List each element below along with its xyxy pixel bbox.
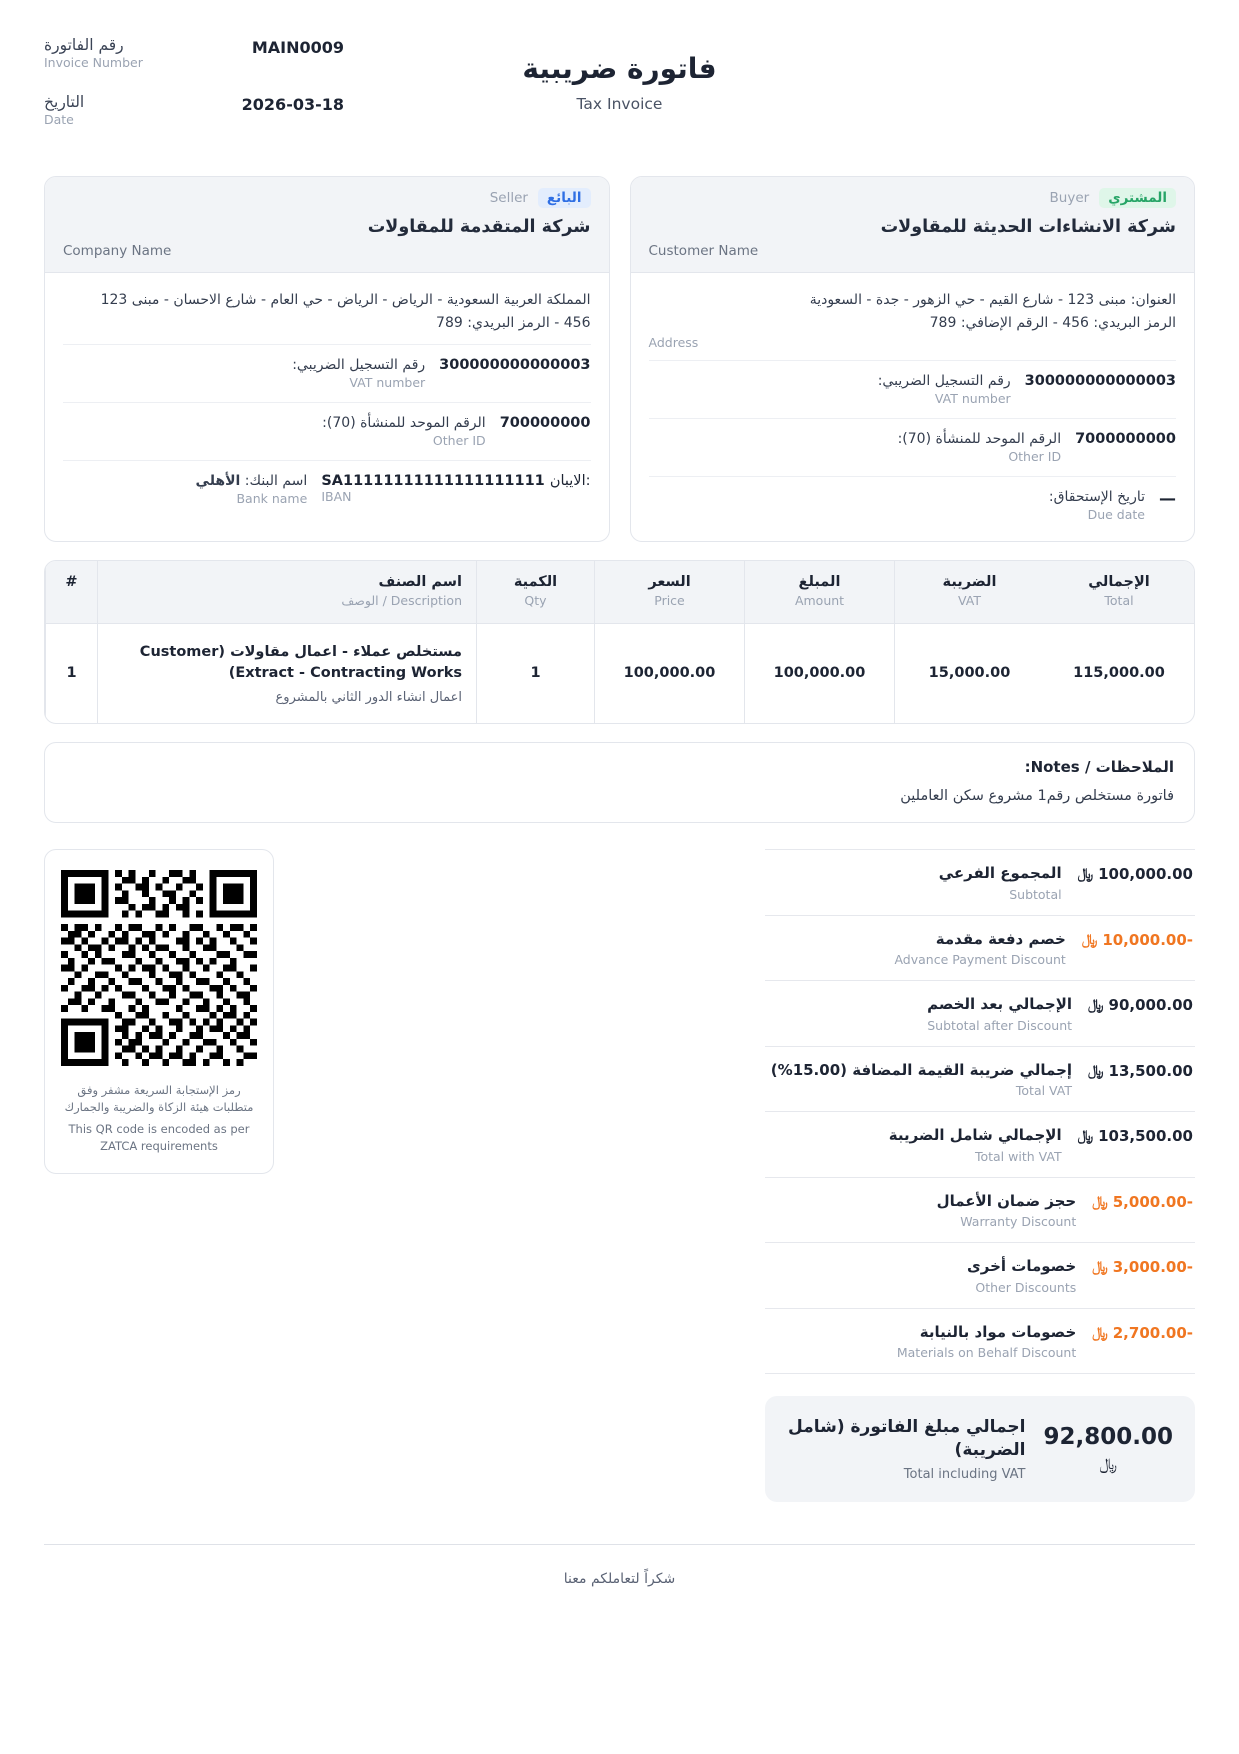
page-title-en: Tax Invoice <box>576 95 663 113</box>
buyer-duedate-label: تاريخ الإستحقاق: Due date <box>1048 489 1145 522</box>
party-cards <box>44 176 1195 542</box>
riyal-icon: ﷼ <box>1081 931 1098 948</box>
seller-bank-label: اسم البنك: الأهلي Bank name <box>195 473 308 506</box>
total-value-other-discounts: ﷼ 3,000.00- <box>1092 1258 1193 1277</box>
qr-caption-en: This QR code is encoded as per ZATCA requirements <box>68 1121 250 1153</box>
line-items-table <box>44 560 1195 725</box>
cell-index: 1 <box>45 624 97 724</box>
seller-iban-block <box>321 472 590 504</box>
col-qty: الكمية Qty <box>476 561 594 624</box>
total-row-warranty-discount: ﷼ 5,000.00- حجز ضمان الأعمال Warranty Discount <box>765 1178 1195 1244</box>
buyer-name: شركة الانشاءات الحديثة للمقاولات <box>880 217 1176 237</box>
cell-vat: 15,000.00 <box>894 624 1044 724</box>
invoice-header <box>44 28 1195 176</box>
buyer-otherid-value: 7000000000 <box>1075 431 1176 448</box>
invoice-date-label: التاريخ Date <box>44 93 85 128</box>
seller-vat-value: 300000000000003 <box>439 357 591 374</box>
notes-title: الملاحظات / Notes: <box>1024 758 1174 777</box>
buyer-badge-en: Buyer <box>1049 190 1090 206</box>
footer-note: شكراً لتعاملكم معنا <box>44 1544 1195 1587</box>
cell-qty: 1 <box>476 624 594 724</box>
col-description: اسم الصنف Description / الوصف <box>97 561 476 624</box>
total-value-warranty-discount: ﷼ 5,000.00- <box>1092 1192 1193 1211</box>
cell-amount: 100,000.00 <box>744 624 894 724</box>
total-row-total-with-vat: ﷼ 103,500.00 الإجمالي شامل الضريبة Total with VAT <box>765 1112 1195 1178</box>
total-value-subtotal: ﷼ 100,000.00 <box>1077 865 1193 884</box>
qr-code-icon <box>61 870 257 1066</box>
riyal-icon: ﷼ <box>1092 1324 1108 1341</box>
totals-list <box>765 849 1195 1502</box>
invoice-title-block <box>344 36 895 113</box>
grand-total-amount: 92,800.00 ﷼ <box>1043 1423 1173 1473</box>
notes-section <box>44 742 1195 823</box>
seller-card-body <box>45 273 609 525</box>
col-amount: المبلغ Amount <box>744 561 894 624</box>
qr-card <box>44 849 274 1174</box>
seller-name-label-en: Company Name <box>63 243 172 259</box>
total-value-materials-discount: ﷼ 2,700.00- <box>1092 1323 1193 1342</box>
seller-card-header <box>45 177 609 273</box>
table-row <box>45 624 1194 724</box>
col-index: # <box>45 561 97 624</box>
cell-price: 100,000.00 <box>594 624 744 724</box>
seller-badge: البائع <box>538 188 591 208</box>
buyer-card-header <box>631 177 1195 273</box>
seller-badge-en: Seller <box>489 190 528 206</box>
buyer-duedate-row <box>649 476 1177 534</box>
notes-body: فاتورة مستخلص رقم1 مشروع سكن العاملين <box>900 788 1174 805</box>
total-row-subtotal-after-discount: ﷼ 90,000.00 الإجمالي بعد الخصم Subtotal after Discount <box>765 981 1195 1047</box>
invoice-number-value: MAIN0009 <box>251 38 344 57</box>
seller-name: شركة المتقدمة للمقاولات <box>367 217 591 237</box>
summary-and-qr <box>44 849 1195 1502</box>
qr-caption-ar: رمز الإستجابة السريعة مشفر وفق متطلبات هيئة الزكاة والضريبة والجمارك <box>64 1083 254 1115</box>
seller-otherid-row <box>63 402 591 460</box>
cell-description: مستخلص عملاء - اعمال مقاولات (Customer Extract - Contracting Works) اعمال انشاء الدور الثاني بالمشروع <box>97 624 476 724</box>
buyer-tagline <box>649 188 1177 208</box>
col-vat: الضريبة VAT <box>894 561 1044 624</box>
total-row-advance-discount: ﷼ 10,000.00- خصم دفعة مقدمة Advance Payment Discount <box>765 916 1195 982</box>
riyal-icon: ﷼ <box>1092 1193 1108 1210</box>
col-total: الإجمالي Total <box>1044 561 1194 624</box>
riyal-icon: ﷼ <box>1088 1062 1104 1079</box>
riyal-icon: ﷼ <box>1077 1128 1094 1145</box>
total-row-subtotal: ﷼ 100,000.00 المجموع الفرعي Subtotal <box>765 849 1195 916</box>
buyer-otherid-row <box>649 418 1177 476</box>
total-value-advance-discount: ﷼ 10,000.00- <box>1081 930 1193 949</box>
seller-address: المملكة العربية السعودية - الرياض - الرياض - حي العام - شارع الاحسان - مبنى 123 456 - الرمز البريدي: 789 <box>100 292 591 331</box>
buyer-duedate-value: — <box>1159 489 1176 510</box>
invoice-date-value: 2026-03-18 <box>241 95 344 114</box>
cell-total: 115,000.00 <box>1073 665 1165 682</box>
riyal-icon: ﷼ <box>1092 1259 1108 1276</box>
col-price: السعر Price <box>594 561 744 624</box>
seller-vat-label: رقم التسجيل الضريبي: VAT number <box>292 357 426 390</box>
seller-vat-row <box>63 344 591 402</box>
buyer-card <box>630 176 1196 542</box>
buyer-card-body <box>631 273 1195 541</box>
riyal-icon: ﷼ <box>1099 1453 1118 1473</box>
seller-card <box>44 176 610 542</box>
total-value-total-with-vat: ﷼ 103,500.00 <box>1077 1127 1193 1146</box>
seller-iban-value: SA11111111111111111111 الايبان: <box>321 473 591 490</box>
grand-total-box <box>765 1396 1195 1502</box>
seller-otherid-value: 700000000 <box>499 415 591 432</box>
buyer-vat-label: رقم التسجيل الضريبي: VAT number <box>877 373 1011 406</box>
invoice-number-label: رقم الفاتورة Invoice Number <box>44 36 143 71</box>
seller-bank-row <box>63 460 591 518</box>
buyer-name-label-en: Customer Name <box>648 243 759 259</box>
total-row-other-discounts: ﷼ 3,000.00- خصومات أخرى Other Discounts <box>765 1243 1195 1309</box>
grand-total-label: اجمالي مبلغ الفاتورة (شامل الضريبة) Total including VAT <box>788 1417 1026 1482</box>
seller-otherid-label: الرقم الموحد للمنشأة (70): Other ID <box>322 415 486 448</box>
table-header-row <box>45 561 1194 624</box>
total-row-materials-discount: ﷼ 2,700.00- خصومات مواد بالنيابة Materials on Behalf Discount <box>765 1309 1195 1375</box>
riyal-icon: ﷼ <box>1088 997 1104 1014</box>
header-meta <box>44 36 344 150</box>
buyer-otherid-label: الرقم الموحد للمنشأة (70): Other ID <box>897 431 1062 464</box>
total-value-vat: ﷼ 13,500.00 <box>1088 1061 1193 1080</box>
total-value-subtotal-after-discount: ﷼ 90,000.00 <box>1088 996 1193 1015</box>
buyer-badge: المشتري <box>1099 188 1176 208</box>
buyer-vat-value: 300000000000003 <box>1024 373 1176 390</box>
buyer-vat-row <box>649 360 1177 418</box>
buyer-address: العنوان: مبنى 123 - شارع القيم - حي الزهور - جدة - السعودية الرمز البريدي: 456 - الرقم الإضافي: 789 Address <box>648 292 1176 351</box>
riyal-icon: ﷼ <box>1077 866 1094 883</box>
invoice-number-row <box>44 36 344 71</box>
invoice-date-row <box>44 93 344 128</box>
total-row-vat: ﷼ 13,500.00 إجمالي ضريبة القيمة المضافة (15.00%) Total VAT <box>765 1047 1195 1113</box>
seller-iban-label-en: IBAN <box>321 489 352 505</box>
seller-tagline <box>63 188 591 208</box>
page-title: فاتورة ضريبية <box>522 52 717 85</box>
